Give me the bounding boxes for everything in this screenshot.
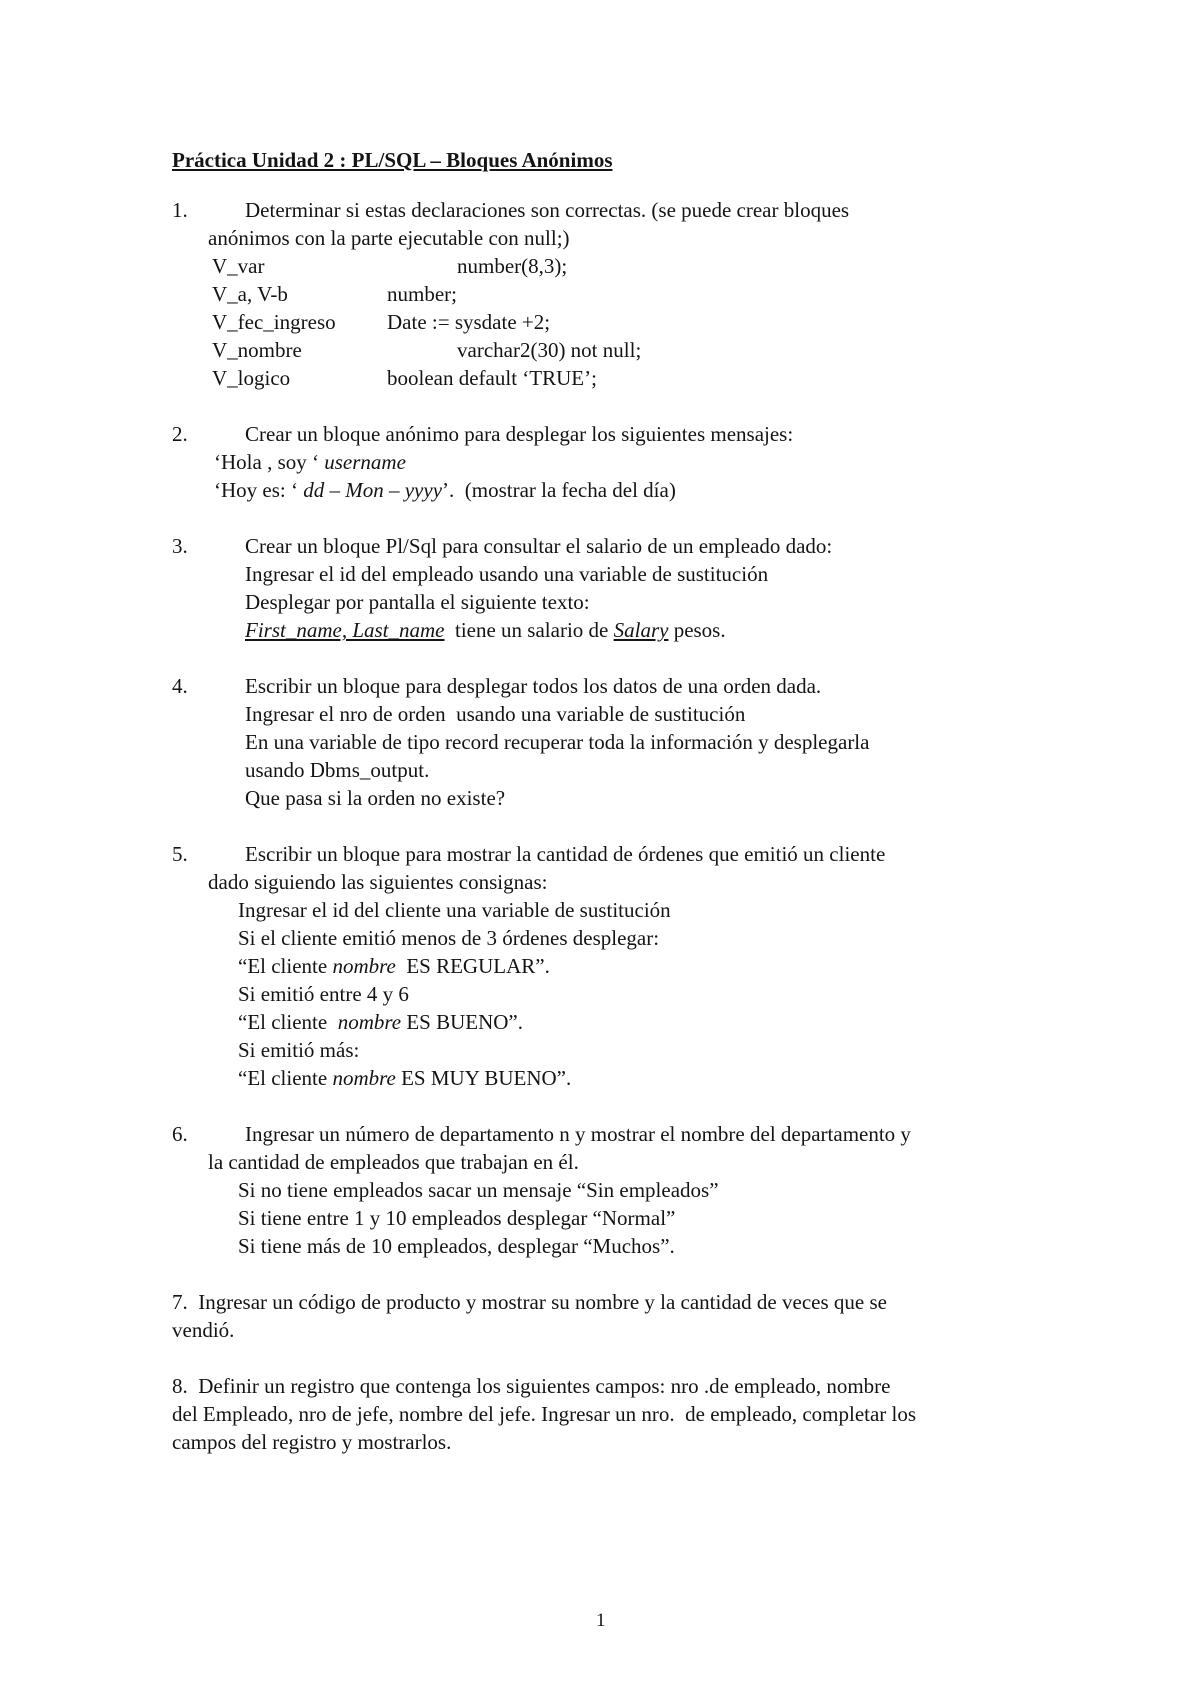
q2-message-2-text: ‘Hoy es: ‘ [214, 478, 304, 502]
q3-salary-variable: Salary [613, 618, 669, 642]
q7-line-2: vendió. [172, 1318, 235, 1342]
q6-line-3: Si no tiene empleados sacar un mensaje “Sin empleados” [238, 1178, 719, 1202]
q7-line-1: 7. Ingresar un código de producto y mostrar su nombre y la cantidad de veces que se [172, 1290, 887, 1314]
q2-number: 2. [172, 422, 188, 446]
q4-line-4: usando Dbms_output. [245, 758, 430, 782]
q2-line-1: Crear un bloque anónimo para desplegar los siguientes mensajes: [245, 422, 794, 446]
q1-number: 1. [172, 198, 188, 222]
q1-line-2: anónimos con la parte ejecutable con null;) [208, 226, 570, 250]
q5-line-3: Ingresar el id del cliente una variable de sustitución [238, 898, 671, 922]
q1-line-1: Determinar si estas declaraciones son correctas. (se puede crear bloques [245, 198, 850, 222]
q2-message-2-variable: dd – Mon – yyyy [303, 478, 443, 502]
q5-line-7 [238, 1009, 523, 1035]
q3-line-4-end: pesos. [668, 618, 726, 642]
q3-line-4 [245, 617, 726, 643]
q6-line-5: Si tiene más de 10 empleados, desplegar “Muchos”. [238, 1234, 675, 1258]
q5-line-9-end: ES MUY BUENO”. [395, 1066, 572, 1090]
q1-decl-name-4: V_nombre [212, 338, 302, 362]
q6-line-4: Si tiene entre 1 y 10 empleados desplegar “Normal” [238, 1206, 676, 1230]
q5-line-7-text: “El cliente [238, 1010, 338, 1034]
q5-line-1: Escribir un bloque para mostrar la cantidad de órdenes que emitió un cliente [245, 842, 886, 866]
q5-line-9-variable: nombre [332, 1066, 396, 1090]
q3-line-1: Crear un bloque Pl/Sql para consultar el salario de un empleado dado: [245, 534, 833, 558]
q1-decl-type-1: number(8,3); [457, 254, 568, 278]
q4-line-3: En una variable de tipo record recuperar toda la información y desplegarla [245, 730, 870, 754]
q3-line-4-text: tiene un salario de [444, 618, 614, 642]
q5-line-2: dado siguiendo las siguientes consignas: [208, 870, 548, 894]
q5-line-7-end: ES BUENO”. [401, 1010, 524, 1034]
q3-name-variables: First_name, Last_name [245, 618, 445, 642]
q3-line-2: Ingresar el id del empleado usando una variable de sustitución [245, 562, 769, 586]
q1-decl-type-3: Date := sysdate +2; [387, 310, 551, 334]
q1-decl-name-2: V_a, V-b [212, 282, 288, 306]
page-title: Práctica Unidad 2 : PL/SQL – Bloques Anónimos [172, 148, 613, 172]
q8-line-3: campos del registro y mostrarlos. [172, 1430, 452, 1454]
q8-line-1: 8. Definir un registro que contenga los siguientes campos: nro .de empleado, nombre [172, 1374, 891, 1398]
q5-line-5 [238, 953, 550, 979]
q3-number: 3. [172, 534, 188, 558]
q2-message-1-text: ‘Hola , soy ‘ [214, 450, 325, 474]
q1-decl-name-3: V_fec_ingreso [212, 310, 336, 334]
q2-message-2 [214, 477, 676, 503]
q1-decl-name-5: V_logico [212, 366, 291, 390]
q5-line-5-end: ES REGULAR”. [395, 954, 550, 978]
q5-number: 5. [172, 842, 188, 866]
q2-message-2-note: ’. (mostrar la fecha del día) [442, 478, 676, 502]
q5-line-7-variable: nombre [337, 1010, 402, 1034]
q3-line-3: Desplegar por pantalla el siguiente texto: [245, 590, 590, 614]
q4-line-5: Que pasa si la orden no existe? [245, 786, 506, 810]
q4-number: 4. [172, 674, 188, 698]
q2-message-1-variable: username [324, 450, 406, 474]
q5-line-5-text: “El cliente [238, 954, 333, 978]
q8-line-2: del Empleado, nro de jefe, nombre del jefe. Ingresar un nro. de empleado, completar los [172, 1402, 917, 1426]
q6-number: 6. [172, 1122, 188, 1146]
q6-line-1: Ingresar un número de departamento n y mostrar el nombre del departamento y [245, 1122, 911, 1146]
q1-decl-name-1: V_var [212, 254, 265, 278]
q4-line-1: Escribir un bloque para desplegar todos los datos de una orden dada. [245, 674, 822, 698]
q1-decl-type-4: varchar2(30) not null; [457, 338, 642, 362]
q5-line-8: Si emitió más: [238, 1038, 360, 1062]
q4-line-2: Ingresar el nro de orden usando una variable de sustitución [245, 702, 746, 726]
q5-line-5-variable: nombre [332, 954, 396, 978]
q6-line-2: la cantidad de empleados que trabajan en él. [208, 1150, 579, 1174]
q5-line-9-text: “El cliente [238, 1066, 333, 1090]
q5-line-6: Si emitió entre 4 y 6 [238, 982, 409, 1006]
q5-line-9 [238, 1065, 571, 1091]
q1-decl-type-5: boolean default ‘TRUE’; [387, 366, 597, 390]
q5-line-4: Si el cliente emitió menos de 3 órdenes desplegar: [238, 926, 660, 950]
q2-message-1 [214, 449, 406, 475]
q1-decl-type-2: number; [387, 282, 457, 306]
page-number: 1 [596, 1610, 606, 1631]
